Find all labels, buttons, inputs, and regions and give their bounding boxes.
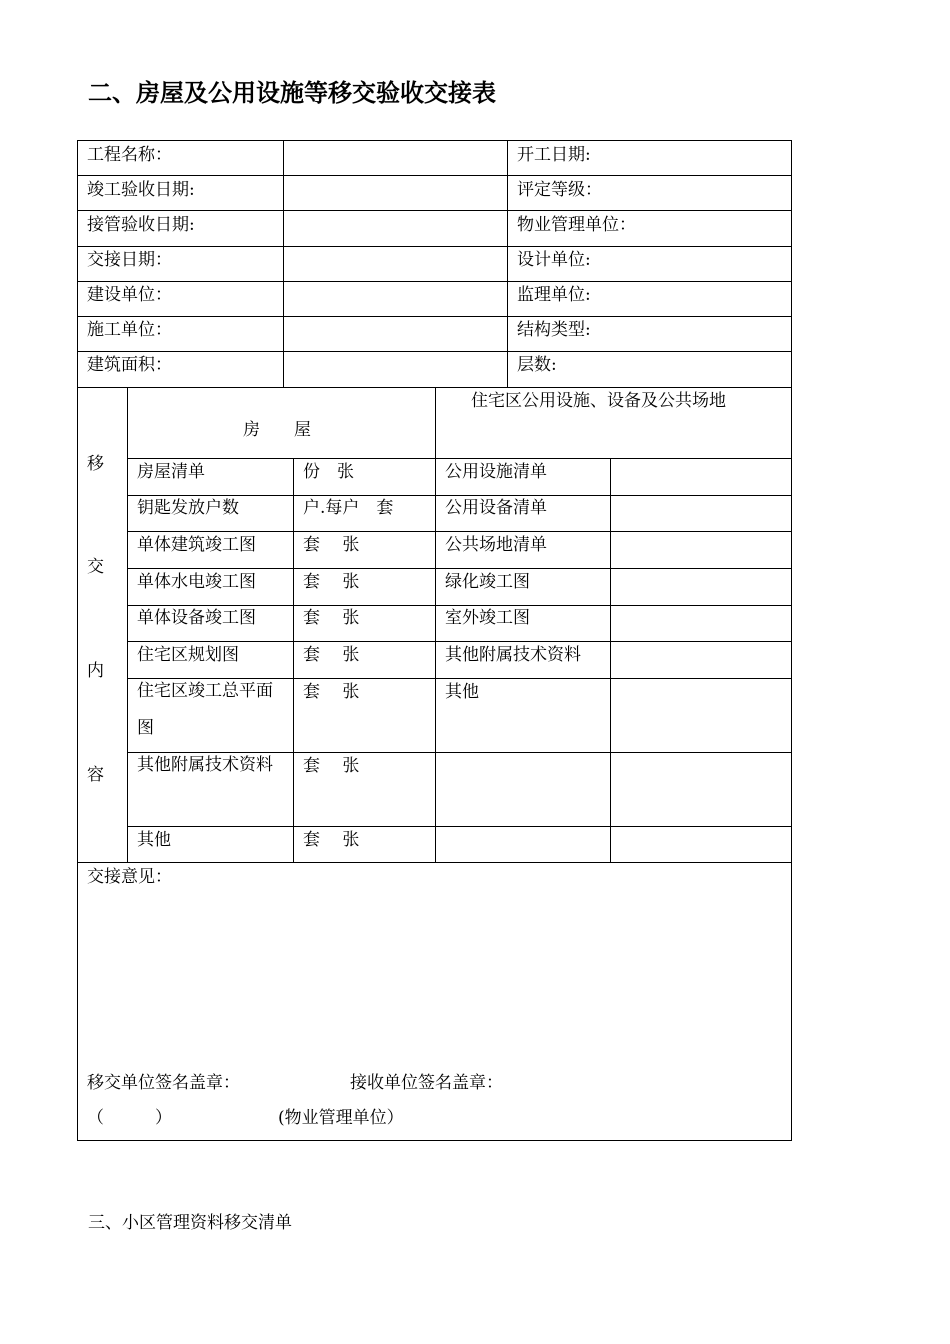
transfer-signature-label: 移交单位签名盖章： (87, 1073, 240, 1093)
house-item-qty: 份 张 (303, 462, 354, 482)
handover-opinion-label: 交接意见： (87, 867, 172, 887)
page-title: 二、房屋及公用设施等移交验收交接表 (88, 79, 496, 107)
floors-label: 层数: (517, 355, 557, 375)
start-date-label: 开工日期: (517, 145, 591, 165)
side-label-char: 交 (87, 557, 104, 577)
facility-item: 公共场地清单 (445, 535, 547, 555)
house-item-name: 单体水电竣工图 (137, 572, 256, 592)
project-name-label: 工程名称： (87, 145, 172, 165)
facility-section-header: 住宅区公用设施、设备及公共场地 (471, 391, 726, 411)
handover-table (77, 140, 792, 1141)
house-item-name: 单体建筑竣工图 (137, 535, 256, 555)
house-section-header: 房 屋 (243, 420, 311, 440)
house-item-qty: 套 张 (303, 756, 360, 776)
house-item-qty: 套 张 (303, 535, 360, 555)
side-label-char: 容 (87, 765, 104, 785)
house-item-name: 其他 (137, 830, 171, 850)
facility-item: 室外竣工图 (445, 608, 530, 628)
facility-item: 其他 (445, 682, 479, 702)
house-item-name: 单体设备竣工图 (137, 608, 256, 628)
transfer-unit-bracket: （ ） (87, 1108, 172, 1128)
house-item-name: 房屋清单 (137, 462, 205, 482)
contractor-label: 施工单位： (87, 320, 172, 340)
house-item-name: 钥匙发放户数 (137, 498, 239, 518)
facility-item: 绿化竣工图 (445, 572, 530, 592)
house-item-name: 住宅区竣工总平面图 (137, 681, 273, 738)
completion-acceptance-date-label: 竣工验收日期: (87, 180, 195, 200)
facility-item: 其他附属技术资料 (445, 645, 581, 665)
house-item-qty: 套 张 (303, 608, 360, 628)
structure-type-label: 结构类型: (517, 320, 591, 340)
rating-label: 评定等级： (517, 180, 602, 200)
building-area-label: 建筑面积： (87, 355, 172, 375)
side-label-char: 移 (87, 454, 104, 474)
takeover-acceptance-date-label: 接管验收日期: (87, 215, 195, 235)
receiver-signature-label: 接收单位签名盖章： (350, 1073, 503, 1093)
facility-item: 公用设施清单 (445, 462, 547, 482)
house-item-name: 其他附属技术资料 (137, 755, 273, 775)
handover-date-label: 交接日期： (87, 250, 172, 270)
receiver-unit-note: (物业管理单位） (278, 1108, 404, 1128)
facility-item: 公用设备清单 (445, 498, 547, 518)
supervision-unit-label: 监理单位: (517, 285, 591, 305)
construction-owner-label: 建设单位： (87, 285, 172, 305)
house-item-qty: 套 张 (303, 830, 360, 850)
house-item-qty: 套 张 (303, 645, 360, 665)
design-unit-label: 设计单位: (517, 250, 591, 270)
house-item-qty: 户.每户 套 (303, 498, 394, 518)
house-item-qty: 套 张 (303, 572, 360, 592)
property-management-unit-label: 物业管理单位： (517, 215, 636, 235)
section-heading: 三、小区管理资料移交清单 (88, 1213, 292, 1233)
side-label-char: 内 (87, 661, 104, 681)
house-item-qty: 套 张 (303, 682, 360, 702)
house-item-name: 住宅区规划图 (137, 645, 239, 665)
